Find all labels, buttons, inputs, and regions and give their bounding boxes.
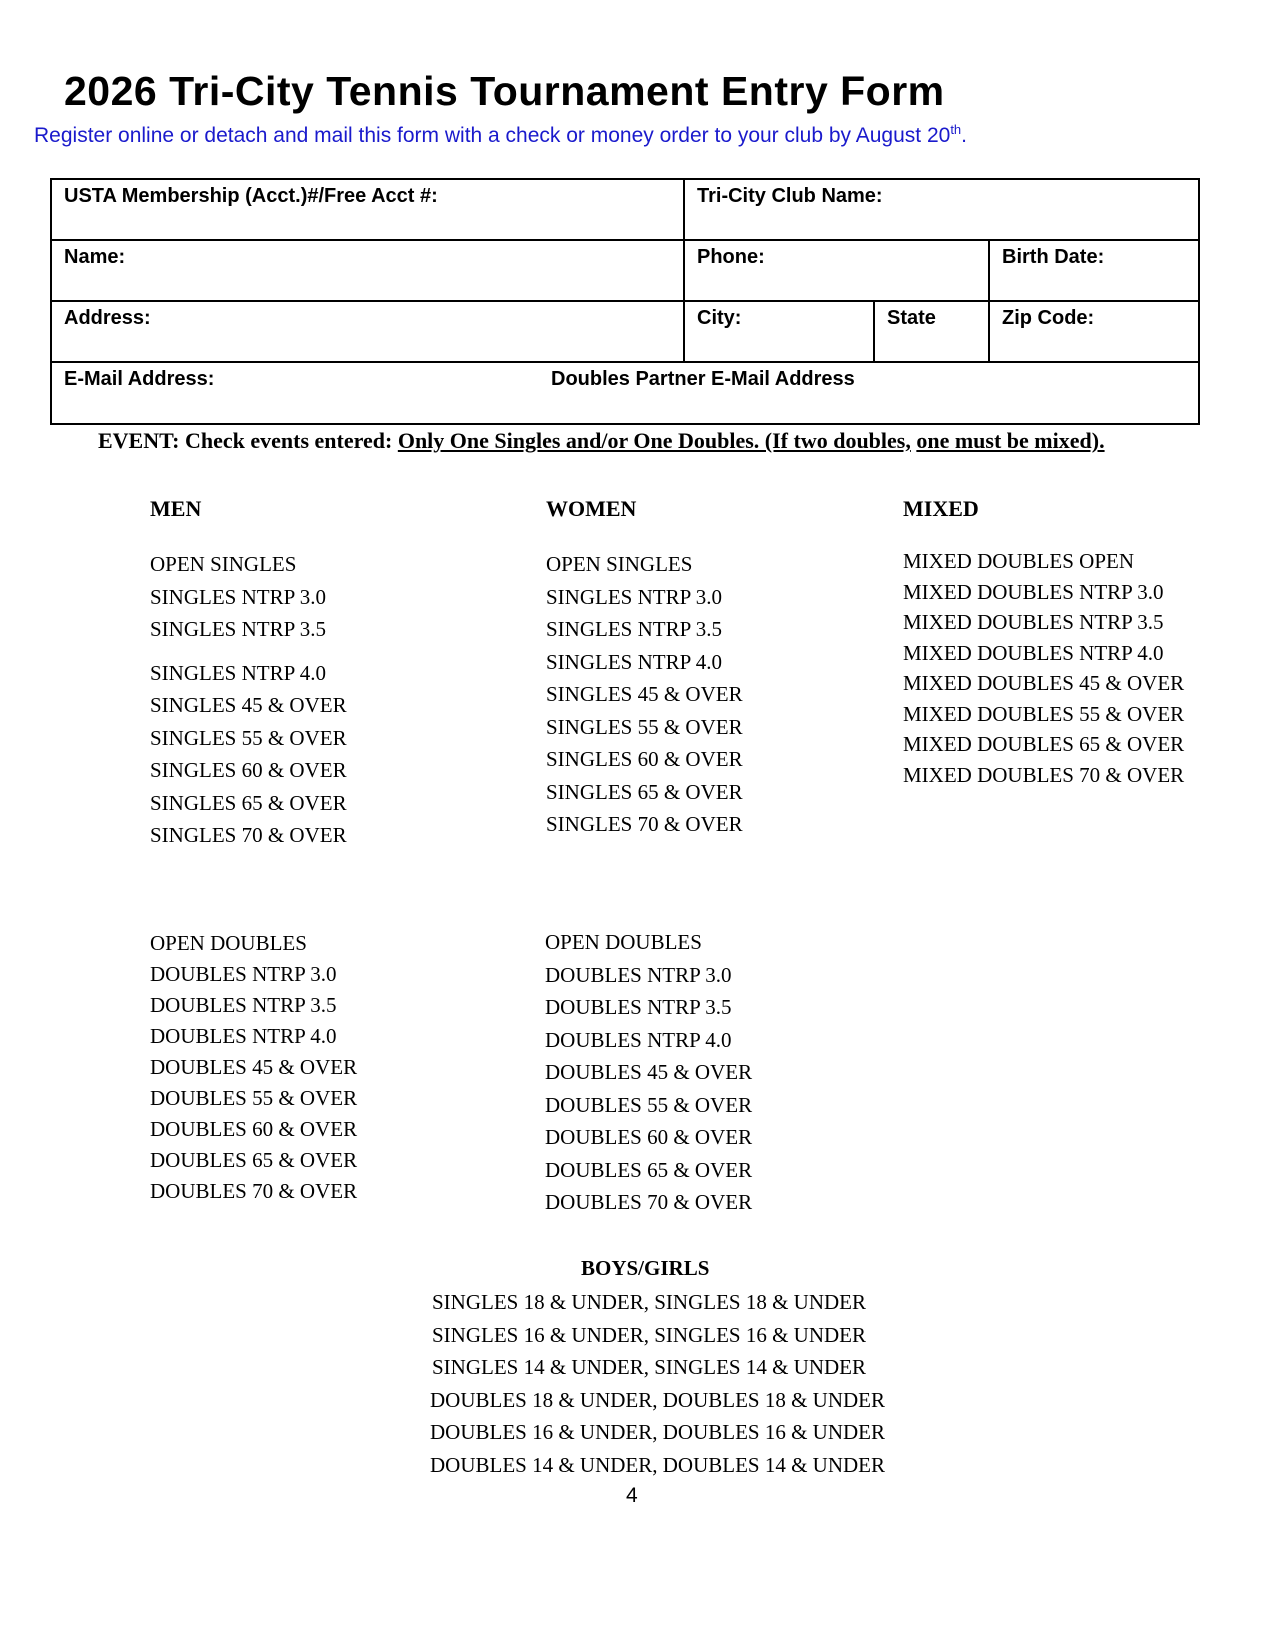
men-heading: MEN — [150, 496, 202, 521]
name-label: Name: — [64, 246, 126, 268]
birth-date-field[interactable] — [990, 241, 1198, 300]
event-option[interactable]: DOUBLES 70 & OVER — [150, 1179, 358, 1203]
event-option[interactable]: DOUBLES 70 & OVER — [545, 1190, 753, 1214]
event-option[interactable]: OPEN DOUBLES — [150, 931, 307, 955]
phone-field[interactable] — [685, 241, 988, 300]
event-option[interactable]: MIXED DOUBLES 70 & OVER — [903, 762, 1185, 787]
event-option[interactable]: DOUBLES 45 & OVER — [545, 1060, 753, 1084]
address-field[interactable] — [52, 302, 683, 361]
event-option[interactable]: MIXED DOUBLES NTRP 3.5 — [903, 610, 1164, 634]
page-number: 4 — [626, 1484, 638, 1507]
event-option[interactable]: DOUBLES 60 & OVER — [150, 1117, 358, 1141]
state-label: State — [887, 307, 936, 329]
event-option[interactable]: DOUBLES 18 & UNDER, DOUBLES 18 & UNDER — [430, 1387, 886, 1412]
event-option[interactable]: SINGLES 18 & UNDER, SINGLES 18 & UNDER — [432, 1290, 867, 1314]
birth-date-label: Birth Date: — [1002, 246, 1105, 268]
event-option[interactable]: SINGLES 70 & OVER — [150, 823, 347, 847]
event-option[interactable]: OPEN DOUBLES — [545, 930, 702, 954]
event-option[interactable]: SINGLES NTRP 3.0 — [150, 584, 326, 609]
usta-membership-field[interactable] — [52, 180, 683, 239]
event-option[interactable]: SINGLES NTRP 4.0 — [546, 649, 722, 674]
men-singles-list — [150, 548, 347, 852]
instructions-lead: EVENT: Check events entered: — [98, 428, 398, 453]
zip-code-label: Zip Code: — [1002, 307, 1095, 329]
event-option[interactable]: SINGLES 60 & OVER — [546, 747, 743, 771]
event-option[interactable]: DOUBLES 16 & UNDER, DOUBLES 16 & UNDER — [430, 1420, 886, 1444]
men-doubles-list — [150, 928, 357, 1207]
event-option[interactable]: MIXED DOUBLES NTRP 4.0 — [903, 640, 1164, 665]
instructions-rule-2: one must be mixed). — [916, 428, 1105, 453]
event-option[interactable]: MIXED DOUBLES OPEN — [903, 549, 1134, 573]
event-option[interactable]: DOUBLES 55 & OVER — [150, 1086, 358, 1110]
event-option[interactable]: MIXED DOUBLES 55 & OVER — [903, 701, 1185, 726]
event-option[interactable]: SINGLES 14 & UNDER, SINGLES 14 & UNDER — [432, 1355, 867, 1379]
event-option[interactable]: SINGLES NTRP 3.5 — [150, 617, 326, 641]
event-option[interactable]: DOUBLES 65 & OVER — [150, 1148, 358, 1172]
table-line — [1198, 178, 1200, 425]
women-singles-column — [546, 496, 636, 522]
event-option[interactable]: DOUBLES NTRP 4.0 — [545, 1027, 732, 1052]
event-option[interactable]: SINGLES 65 & OVER — [546, 779, 743, 804]
event-option[interactable]: SINGLES 16 & UNDER, SINGLES 16 & UNDER — [432, 1322, 867, 1347]
page-title: 2026 Tri-City Tennis Tournament Entry Form — [64, 68, 945, 114]
event-option[interactable]: SINGLES 70 & OVER — [546, 812, 743, 836]
table-line — [50, 423, 1200, 425]
usta-membership-label: USTA Membership (Acct.)#/Free Acct #: — [64, 185, 438, 207]
event-option[interactable]: DOUBLES NTRP 3.0 — [545, 962, 732, 987]
subtitle-text: Register online or detach and mail this form with a check or money order to your club by August 20 — [34, 124, 951, 147]
event-option[interactable]: DOUBLES NTRP 4.0 — [150, 1024, 337, 1048]
club-name-label: Tri-City Club Name: — [697, 185, 883, 207]
event-option[interactable]: MIXED DOUBLES 45 & OVER — [903, 671, 1185, 695]
event-option[interactable]: SINGLES 45 & OVER — [546, 682, 743, 706]
event-option[interactable]: SINGLES 45 & OVER — [150, 693, 347, 717]
event-option[interactable]: DOUBLES 45 & OVER — [150, 1055, 358, 1079]
city-label: City: — [697, 307, 742, 329]
mixed-heading: MIXED — [903, 496, 979, 521]
event-option[interactable]: DOUBLES 65 & OVER — [545, 1157, 753, 1182]
subtitle-period: . — [961, 124, 967, 147]
event-option[interactable]: SINGLES 55 & OVER — [150, 725, 347, 750]
event-option[interactable]: DOUBLES NTRP 3.0 — [150, 962, 337, 986]
event-option[interactable]: DOUBLES 60 & OVER — [545, 1125, 753, 1149]
event-option[interactable]: SINGLES NTRP 3.5 — [546, 617, 722, 641]
men-singles-column — [150, 496, 201, 522]
address-label: Address: — [64, 307, 151, 329]
event-option[interactable]: SINGLES 65 & OVER — [150, 790, 347, 815]
event-option[interactable]: MIXED DOUBLES NTRP 3.0 — [903, 579, 1164, 604]
state-field[interactable] — [875, 302, 988, 361]
event-option[interactable]: SINGLES 60 & OVER — [150, 758, 347, 782]
event-option[interactable]: SINGLES NTRP 3.0 — [546, 584, 722, 609]
event-option[interactable]: DOUBLES NTRP 3.5 — [150, 993, 337, 1017]
event-instructions — [98, 426, 1178, 456]
event-option[interactable]: SINGLES 55 & OVER — [546, 714, 743, 739]
event-option[interactable]: SINGLES NTRP 4.0 — [150, 660, 326, 685]
mixed-list — [903, 546, 1184, 790]
juniors-heading-wrap — [581, 1256, 709, 1281]
mixed-column — [903, 496, 979, 522]
women-singles-list — [546, 548, 743, 841]
event-option[interactable]: MIXED DOUBLES 65 & OVER — [903, 732, 1185, 756]
women-doubles-list — [545, 926, 752, 1219]
event-option[interactable]: DOUBLES 14 & UNDER, DOUBLES 14 & UNDER — [430, 1452, 886, 1477]
email-label: E-Mail Address: — [64, 368, 215, 390]
email-field[interactable] — [52, 363, 539, 423]
partner-email-field[interactable] — [539, 363, 1198, 423]
instructions-rule-1: Only One Singles and/or One Doubles. (If two doubles, — [397, 428, 911, 453]
event-option[interactable]: OPEN SINGLES — [546, 552, 693, 576]
subtitle-superscript: th — [950, 122, 962, 137]
juniors-list — [430, 1286, 885, 1481]
name-field[interactable] — [52, 241, 683, 300]
partner-email-label: Doubles Partner E-Mail Address — [551, 368, 855, 390]
event-option[interactable]: OPEN SINGLES — [150, 552, 297, 576]
phone-label: Phone: — [697, 246, 765, 268]
subtitle — [34, 122, 967, 148]
event-option[interactable]: DOUBLES 55 & OVER — [545, 1092, 753, 1117]
city-field[interactable] — [685, 302, 873, 361]
zip-code-field[interactable] — [990, 302, 1198, 361]
juniors-heading: BOYS/GIRLS — [581, 1256, 710, 1280]
event-option[interactable]: DOUBLES NTRP 3.5 — [545, 995, 732, 1019]
club-name-field[interactable] — [685, 180, 1198, 239]
women-heading: WOMEN — [546, 496, 637, 521]
